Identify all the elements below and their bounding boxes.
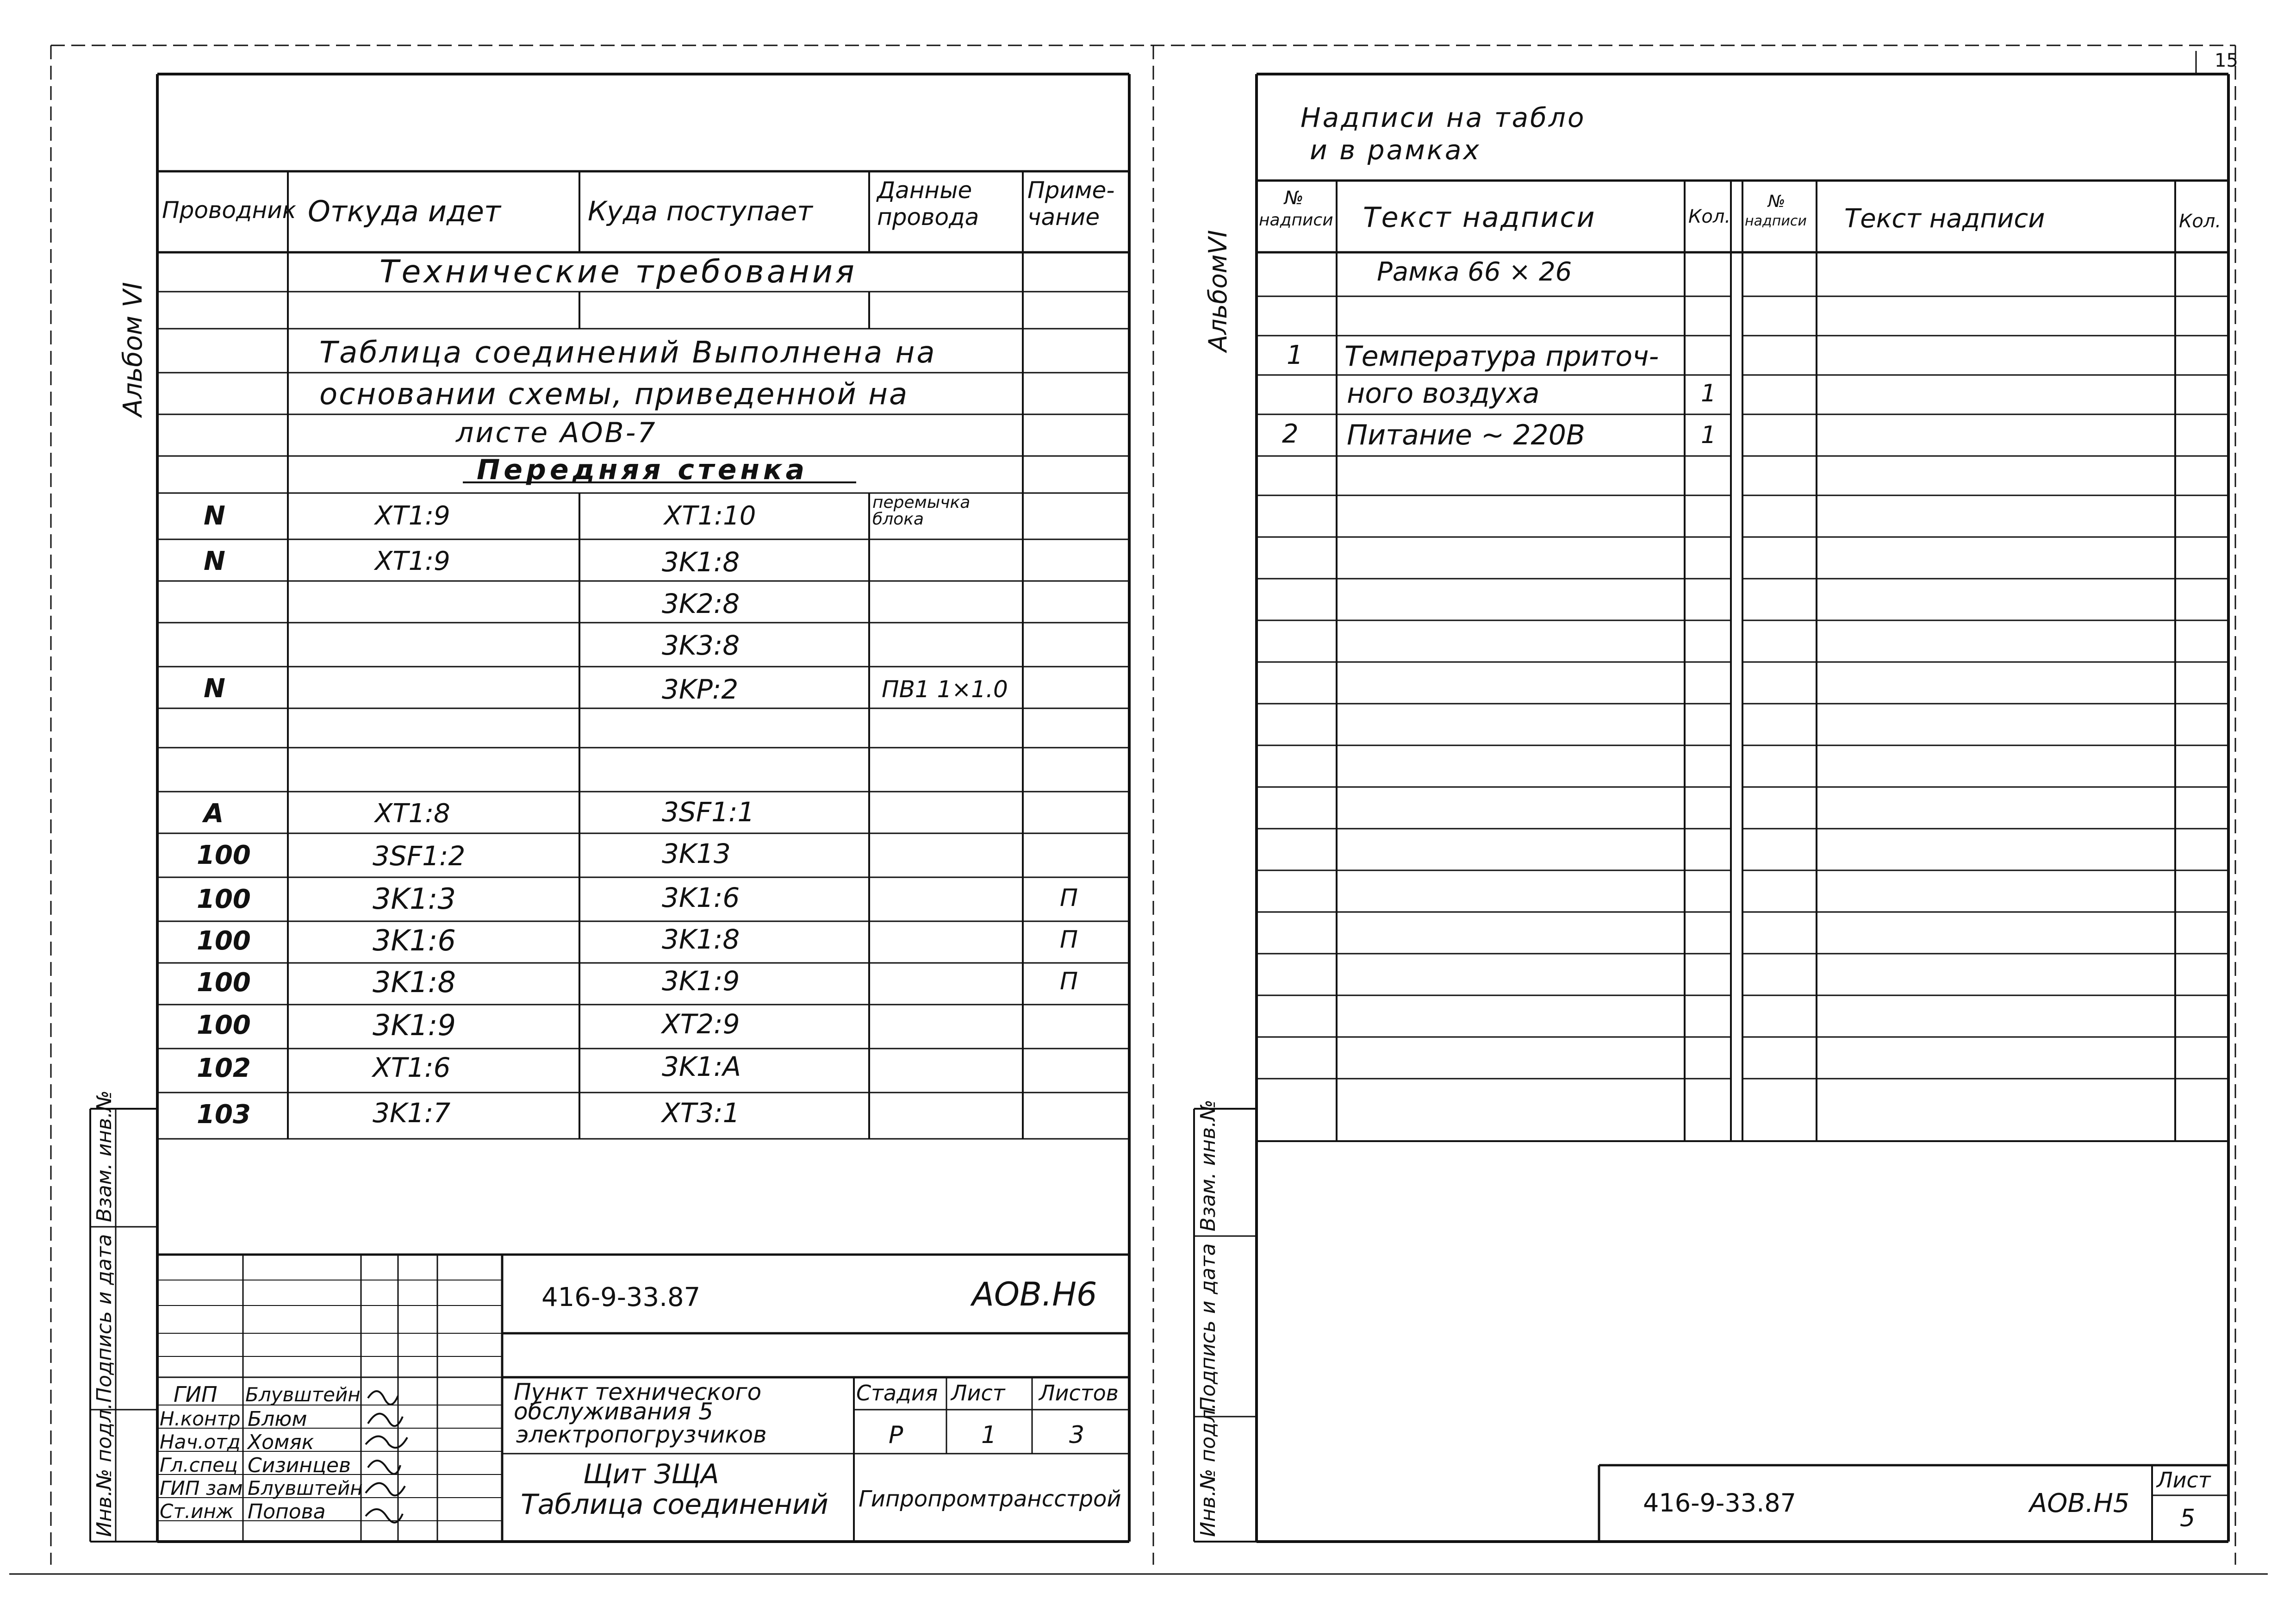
cell-note: П (1060, 884, 1078, 912)
header-text-b: Текст надписи (1844, 204, 2045, 234)
cell-to: 3K1:8 (662, 924, 740, 955)
name-0: Блувштейн (245, 1383, 361, 1406)
project-line-1: Пункт технического (514, 1379, 762, 1405)
album-label-right: АльбомVI (1203, 230, 1232, 352)
role-5: Ст.инж (160, 1500, 234, 1523)
name-3: Сизинцев (248, 1454, 351, 1477)
cell-to: XT2:9 (662, 1008, 740, 1040)
sheets-value: 3 (1069, 1421, 1085, 1449)
role-0: ГИП (174, 1382, 218, 1407)
cell-wire: 103 (197, 1099, 251, 1130)
cell-to: 3SF1:1 (662, 796, 755, 828)
cell-from: XT1:6 (373, 1052, 451, 1083)
cell-wire: 100 (197, 1010, 251, 1040)
cell-wire: 100 (197, 884, 251, 914)
header-num-2: надписи (1259, 211, 1333, 230)
right-sheet-label: Лист (2157, 1468, 2211, 1493)
doc-line-2: Таблица соединений (521, 1488, 828, 1521)
header-text: Текст надписи (1363, 201, 1596, 234)
name-2: Хомяк (248, 1430, 314, 1454)
cell-to: 3K3:8 (662, 630, 740, 661)
right-title-1: Надписи на табло (1300, 102, 1586, 133)
cell-wire: 100 (197, 926, 251, 956)
sheet-value: 1 (981, 1421, 997, 1449)
cell-data: ПВ1 1×1.0 (882, 676, 1008, 703)
text-line-2: основании схемы, приведенной на (319, 377, 909, 412)
page-number: 15 (2215, 50, 2238, 71)
right-doc-code: 416-9-33.87 (1643, 1488, 1796, 1518)
header-num-1b: № (1768, 192, 1786, 211)
cell-wire: 102 (197, 1053, 251, 1083)
text-line-3: листе АОВ-7 (456, 417, 657, 449)
stamp-inv-orig: Инв.№ подл. (93, 1403, 116, 1537)
cell-wire: A (204, 799, 224, 829)
header-to: Куда поступает (588, 195, 813, 227)
stage-value: Р (889, 1421, 903, 1449)
doc-code: 416-9-33.87 (541, 1282, 701, 1312)
row-text: ного воздуха (1347, 377, 1540, 410)
cell-wire: N (204, 546, 225, 576)
album-label-left: Альбом VI (118, 282, 148, 417)
header-wire: Проводник (162, 197, 296, 224)
tech-requirements: Технические требования (380, 254, 857, 290)
cell-wire: N (204, 674, 225, 704)
cell-note: П (1060, 968, 1078, 995)
cell-from: 3K1:3 (373, 882, 456, 916)
name-5: Попова (248, 1500, 326, 1524)
header-data-2: провода (877, 204, 979, 231)
stamp-sign-date-right: Подпись и дата (1196, 1243, 1220, 1412)
header-num-2b: надписи (1745, 213, 1807, 229)
row-qty: 1 (1701, 421, 1717, 449)
cell-from: 3K1:7 (373, 1097, 451, 1129)
cell-to: 3KP:2 (662, 674, 739, 705)
section-title: Передняя стенка (477, 454, 809, 486)
cell-wire: 100 (197, 840, 251, 870)
name-4: Блувштейн (248, 1477, 363, 1499)
organization: Гипропромтрансстрой (859, 1486, 1121, 1512)
cell-to: XT3:1 (662, 1097, 740, 1129)
role-4: ГИП зам (160, 1477, 243, 1499)
right-sheet-code: АОВ.Н5 (2029, 1488, 2130, 1518)
cell-from: 3SF1:2 (373, 840, 466, 872)
cell-from: XT1:9 (375, 546, 450, 576)
role-3: Гл.спец (160, 1454, 238, 1476)
cell-to: 3K13 (662, 838, 731, 869)
stamp-replace-inv-right: Взам. инв.№ (1196, 1099, 1220, 1231)
project-line-3: электропогрузчиков (516, 1421, 767, 1448)
stamp-sign-date: Подпись и дата (93, 1234, 116, 1403)
header-note-1: Приме- (1027, 177, 1115, 204)
cell-to: 3K1:9 (662, 965, 740, 997)
doc-line-1: Щит ЗЩА (583, 1458, 719, 1490)
cell-data: перемычка блока (872, 493, 971, 529)
cell-to: 3K2:8 (662, 588, 740, 619)
role-2: Нач.отд (160, 1430, 241, 1453)
cell-from: 3K1:9 (373, 1008, 456, 1042)
row-num: 1 (1287, 340, 1303, 370)
header-data-1: Данные (877, 177, 972, 204)
header-num-1: № (1284, 187, 1304, 209)
header-qty: Кол. (1688, 206, 1731, 227)
cell-to: 3K1:8 (662, 546, 740, 578)
cell-wire: 100 (197, 968, 251, 998)
stage-label: Стадия (856, 1380, 938, 1405)
header-note-2: чание (1027, 204, 1100, 231)
header-qty-b: Кол. (2179, 211, 2221, 232)
text-line-1: Таблица соединений Выполнена на (319, 336, 937, 370)
cell-from: XT1:9 (375, 501, 450, 531)
sheets-label: Листов (1039, 1380, 1119, 1405)
right-sheet-num: 5 (2180, 1505, 2196, 1532)
cell-from: XT1:8 (375, 799, 450, 829)
header-from: Откуда идет (308, 194, 501, 228)
cell-from: 3K1:6 (373, 924, 456, 957)
right-title-2: и в рамках (1310, 134, 1481, 166)
stamp-inv-orig-right: Инв.№ подл. (1196, 1403, 1220, 1537)
cell-to: 3K1:A (662, 1051, 741, 1082)
stamp-replace-inv: Взам. инв.№ (93, 1090, 116, 1222)
name-1: Блюм (248, 1407, 307, 1431)
cell-to: XT1:10 (664, 501, 756, 531)
project-line-2: обслуживания 5 (514, 1398, 714, 1425)
cell-to: 3K1:6 (662, 882, 740, 913)
row-num: 2 (1282, 419, 1299, 449)
cell-from: 3K1:8 (373, 965, 456, 999)
row-text: Питание ~ 220В (1347, 419, 1586, 451)
cell-note: П (1060, 926, 1078, 954)
role-1: Н.контр (160, 1407, 241, 1430)
sheet-code: АОВ.Н6 (972, 1275, 1097, 1313)
sheet-label: Лист (951, 1380, 1005, 1405)
cell-wire: N (204, 501, 225, 531)
row-text: Температура приточ- (1344, 340, 1659, 373)
row-qty: 1 (1701, 380, 1717, 407)
row-text: Рамка 66 × 26 (1377, 257, 1572, 287)
